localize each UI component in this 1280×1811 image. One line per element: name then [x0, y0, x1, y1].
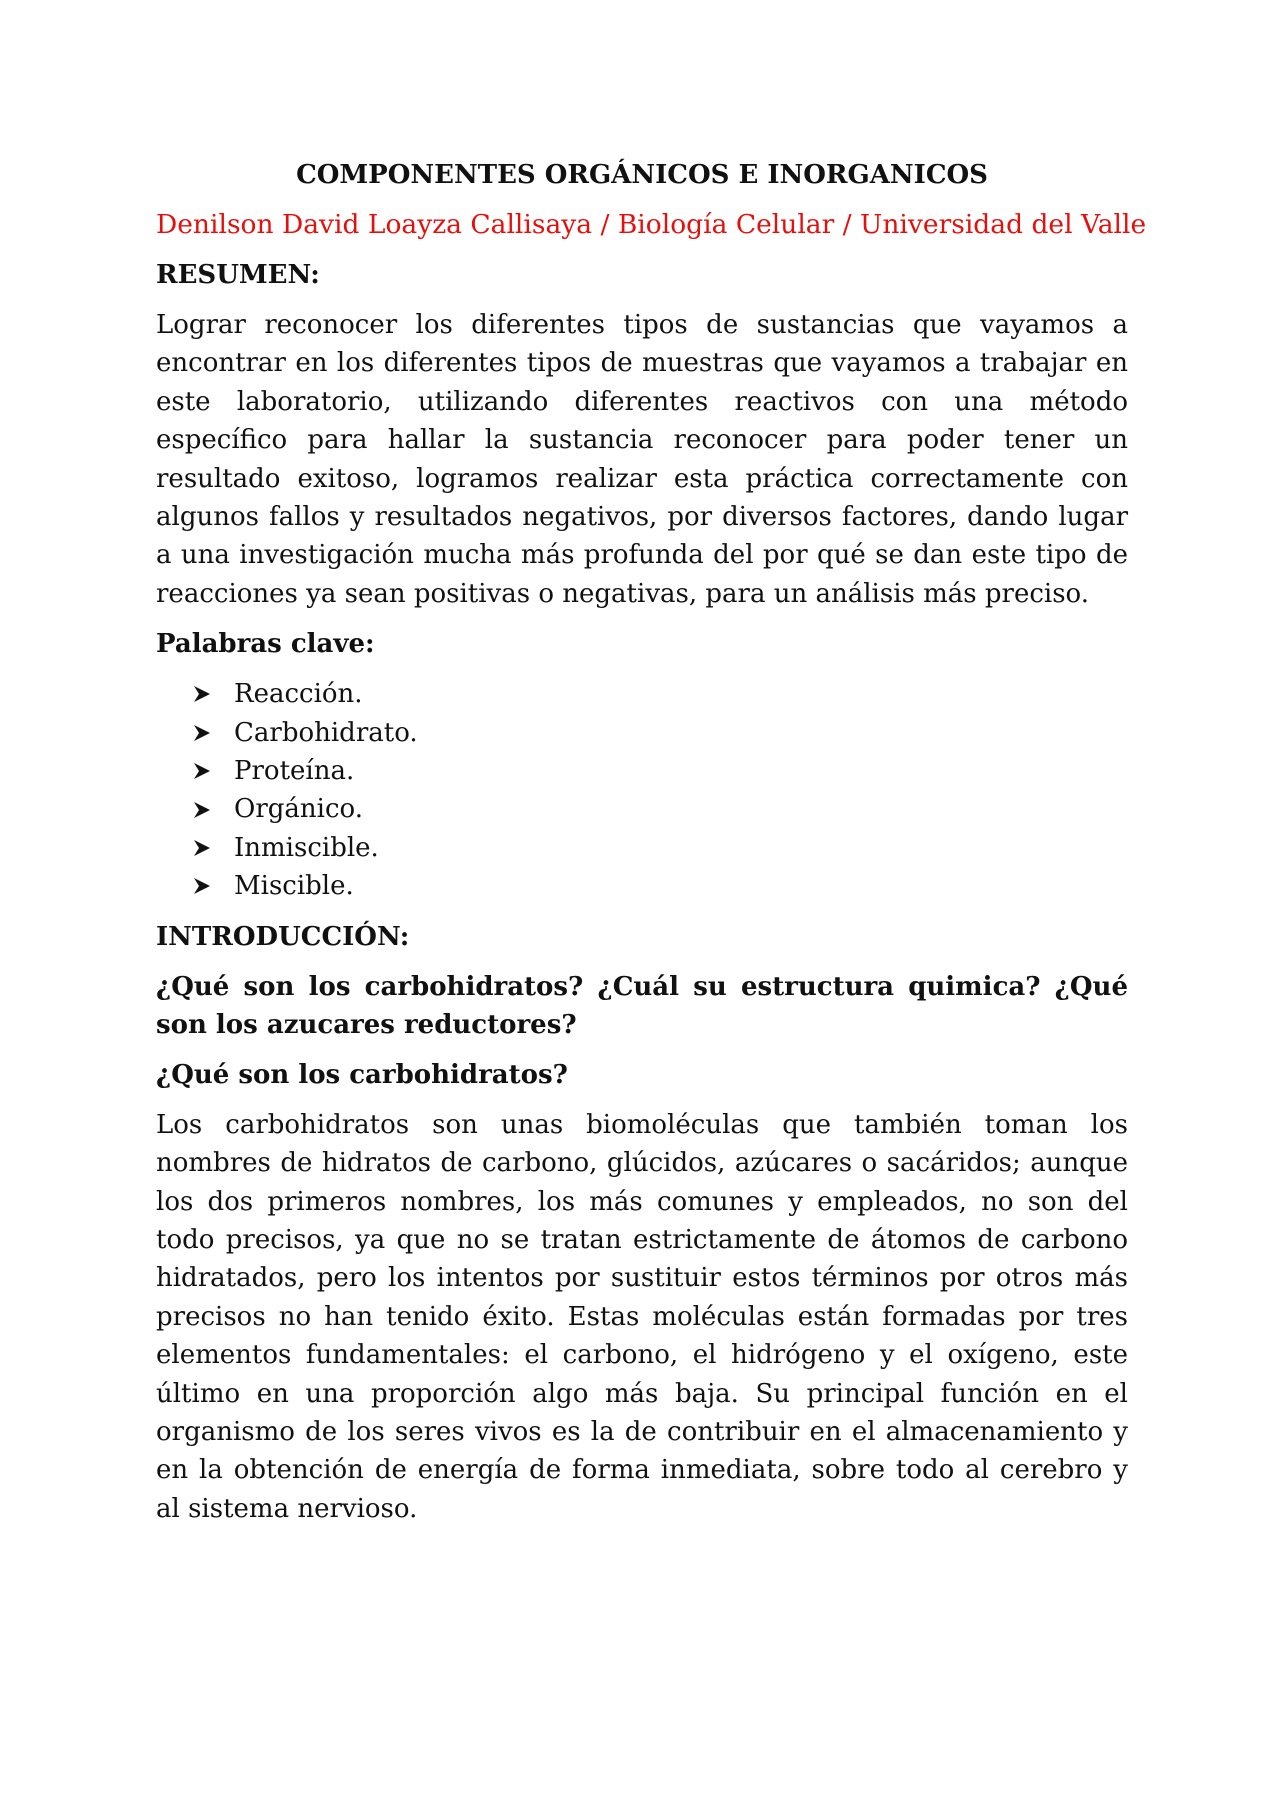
keyword-label: Reacción. [234, 679, 363, 710]
keyword-label: Inmiscible. [234, 832, 379, 863]
document-page [156, 156, 1147, 1540]
keyword-label: Proteína. [234, 756, 355, 787]
keywords-list [156, 675, 1128, 905]
arrowhead-bullet-icon [192, 684, 234, 704]
keyword-label: Orgánico. [234, 794, 363, 825]
list-item [192, 752, 1128, 790]
list-item [192, 867, 1128, 905]
arrowhead-bullet-icon [192, 800, 234, 820]
arrowhead-bullet-icon [192, 876, 234, 896]
resumen-heading: RESUMEN: [156, 260, 320, 290]
keyword-label: Miscible. [234, 871, 354, 902]
intro-heading: INTRODUCCIÓN: [156, 921, 410, 952]
arrowhead-bullet-icon [192, 761, 234, 781]
list-item [192, 790, 1128, 828]
arrowhead-bullet-icon [192, 723, 234, 743]
keyword-label: Carbohidrato. [234, 717, 418, 748]
keywords-heading: Palabras clave: [156, 629, 375, 660]
author-line: Denilson David Loayza Callisaya / Biología Celular / Universidad del Valle [156, 209, 1147, 240]
intro-questions: ¿Qué son los carbohidratos? ¿Cuál su estructura quimica? ¿Qué son los azucares reductores? [156, 971, 1128, 1040]
carbohydrates-paragraph: Los carbohidratos son unas biomoléculas que también toman los nombres de hidratos de carbono, glúcidos, azúcares o sacáridos; aunque los dos primeros nombres, los más comunes y empleados, no son del todo precisos, ya que no se tratan estrictamente de átomos de carbono hidratados, pero los intentos por sustituir estos términos por otros más precisos no han tenido éxito. Estas moléculas están formadas por tres elementos fundamentales: el carbono, el hidrógeno y el oxígeno, este último en una proporción algo más baja. Su principal función en el organismo de los seres vivos es la de contribuir en el almacenamiento y en la obtención de energía de forma inmediata, sobre todo al cerebro y al sistema nervioso. [156, 1109, 1128, 1524]
list-item [192, 829, 1128, 867]
document-title: COMPONENTES ORGÁNICOS E INORGANICOS [296, 160, 988, 190]
section-subheading: ¿Qué son los carbohidratos? [156, 1059, 568, 1090]
list-item [192, 675, 1128, 713]
arrowhead-bullet-icon [192, 838, 234, 858]
list-item [192, 714, 1128, 752]
resumen-paragraph: Lograr reconocer los diferentes tipos de sustancias que vayamos a encontrar en los diferentes tipos de muestras que vayamos a trabajar en este laboratorio, utilizando diferentes reactivos con una método específico para hallar la sustancia reconocer para poder tener un resultado exitoso, logramos realizar esta práctica correctamente con algunos fallos y resultados negativos, por diversos factores, dando lugar a una investigación mucha más profunda del por qué se dan este tipo de reacciones ya sean positivas o negativas, para un análisis más preciso. [156, 310, 1128, 609]
